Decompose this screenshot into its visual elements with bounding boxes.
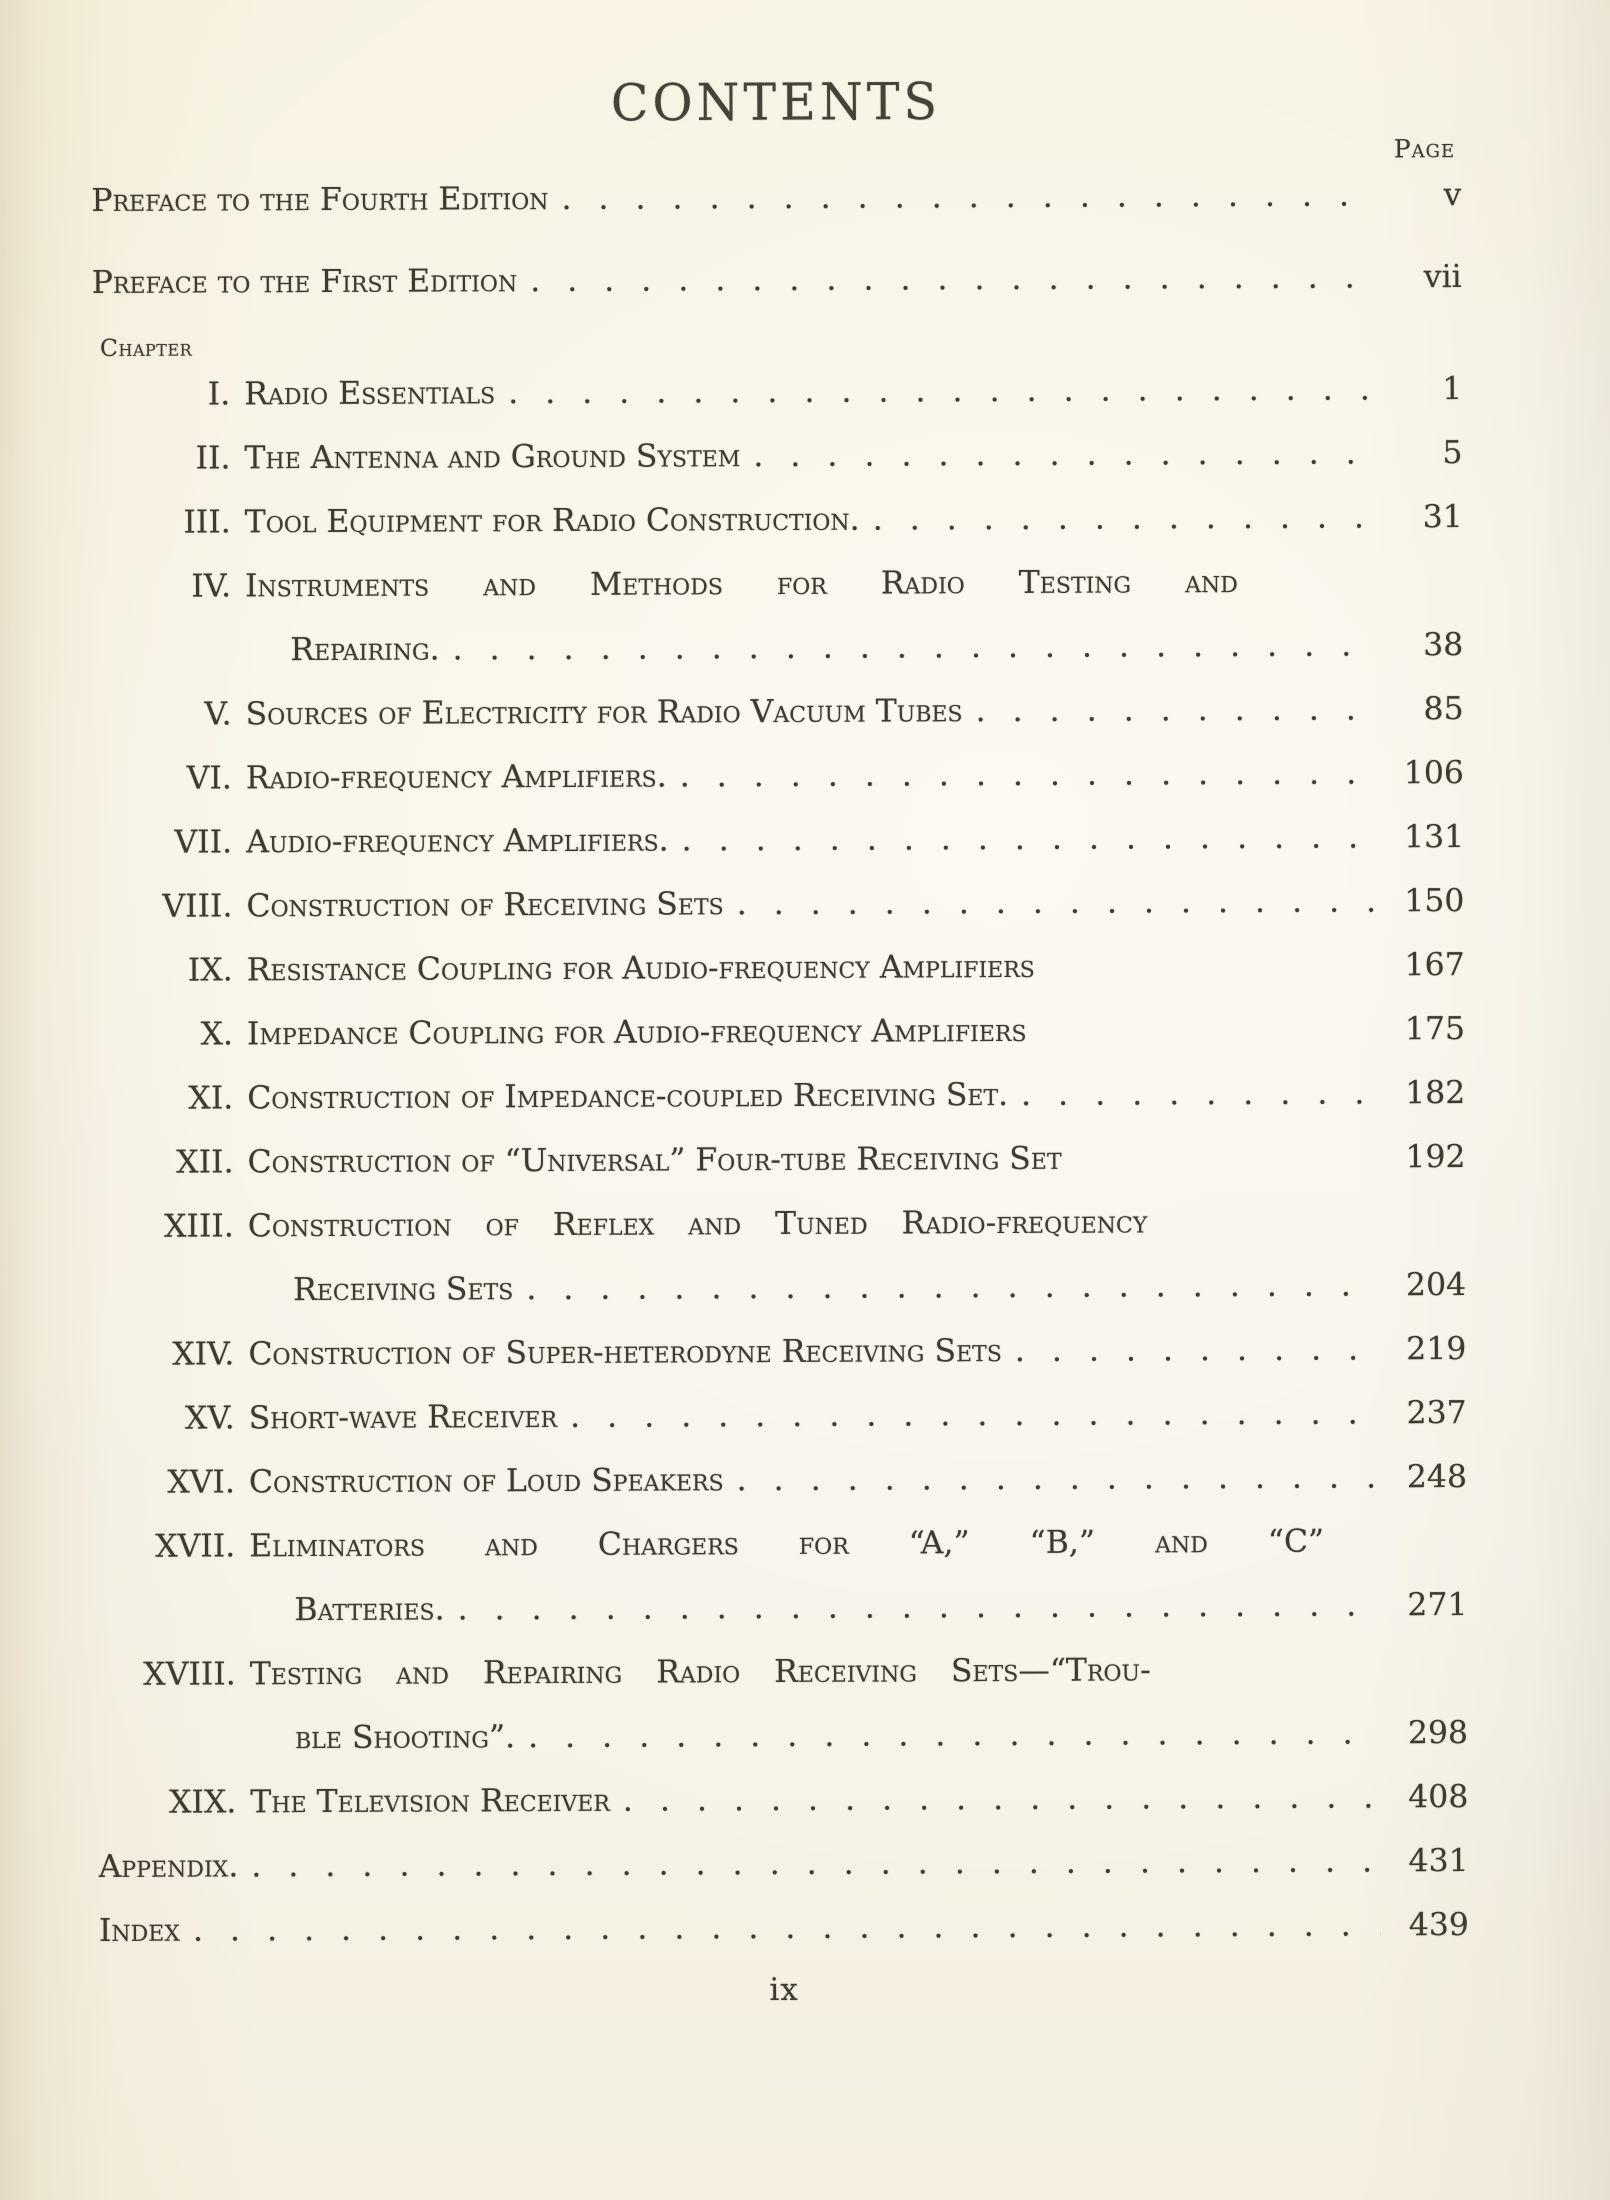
page-number: 175	[1404, 1011, 1466, 1048]
chapter-numeral: VIII.	[162, 888, 233, 925]
dot-leader	[669, 805, 1377, 872]
entry-title: Eliminators and Chargers for “A,” “B,” and “C”	[249, 1523, 1325, 1565]
page-number: 248	[1406, 1459, 1468, 1496]
toc-entry	[93, 485, 1463, 555]
chapter-numeral: XII.	[176, 1144, 234, 1181]
toc-entry-continuation	[93, 613, 1463, 683]
dot-leader	[1008, 1061, 1377, 1127]
dot-leader	[557, 1381, 1379, 1449]
page-number: v	[1443, 177, 1462, 214]
chapter-numeral: I.	[207, 376, 231, 413]
toc-entry	[94, 741, 1464, 811]
page-number: 150	[1404, 883, 1465, 920]
numeral-spacer	[96, 1300, 248, 1301]
toc-entry-index	[99, 1893, 1469, 1963]
toc-entry	[92, 421, 1462, 491]
toc-entry	[92, 357, 1462, 427]
dot-leader	[724, 869, 1377, 936]
page-number: 131	[1403, 819, 1465, 856]
page-number: 182	[1405, 1075, 1466, 1112]
dot-leader	[610, 1765, 1381, 1832]
chapter-numeral: XVI.	[167, 1464, 236, 1501]
chapter-column-label: Chapter	[99, 333, 193, 362]
entry-title: Testing and Repairing Radio Receiving Sets—“Trou-	[249, 1652, 1151, 1693]
toc-entry	[96, 1189, 1466, 1259]
page-number: 192	[1405, 1139, 1466, 1176]
entry-title: Audio-frequency Amplifiers.	[246, 822, 669, 861]
entry-title: Preface to the First Edition	[91, 263, 518, 301]
dot-leader	[740, 421, 1374, 488]
page-number: 431	[1408, 1843, 1469, 1880]
toc-entry	[97, 1445, 1467, 1515]
chapter-numeral: XIV.	[172, 1336, 235, 1373]
entry-title: Construction of Impedance-coupled Receiving Set.	[247, 1077, 1009, 1117]
numeral-spacer	[98, 1620, 250, 1621]
page-number: 439	[1408, 1907, 1469, 1944]
entry-title: Construction of “Universal” Four-tube Receiving Set	[247, 1140, 1062, 1181]
toc-entry	[94, 805, 1464, 875]
chapter-numeral: X.	[200, 1016, 234, 1053]
chapter-numeral: XIX.	[168, 1784, 237, 1821]
entry-title-continuation: ble Shooting”.	[294, 1719, 516, 1757]
entry-title: Construction of Loud Speakers	[248, 1462, 724, 1501]
dot-leader	[515, 1701, 1380, 1769]
page-number: 167	[1404, 947, 1465, 984]
page-number: 85	[1423, 691, 1464, 728]
entry-title: Short-wave Receiver	[248, 1398, 558, 1437]
entry-title: Impedance Coupling for Audio-frequency Amplifiers	[246, 1012, 1027, 1053]
page-number: 1	[1442, 371, 1463, 408]
entry-title: Construction of Super-heterodyne Receiving Sets	[248, 1333, 1002, 1373]
chapter-numeral: V.	[204, 696, 232, 733]
dot-leader	[444, 1573, 1379, 1641]
chapter-numeral: XV.	[184, 1400, 235, 1437]
entry-title: Construction of Receiving Sets	[246, 886, 724, 925]
chapter-numeral: IV.	[191, 568, 232, 605]
dot-leader	[439, 613, 1375, 681]
dot-leader	[1002, 1317, 1379, 1383]
page-number: 38	[1423, 627, 1464, 664]
page-number: 271	[1407, 1587, 1468, 1624]
toc-entry	[96, 1317, 1466, 1387]
toc-entry	[98, 1637, 1468, 1707]
numeral-spacer	[98, 1748, 250, 1749]
entry-title: Radio-frequency Amplifiers.	[245, 758, 667, 797]
toc-entry-continuation	[98, 1701, 1468, 1771]
chapter-numeral: VI.	[186, 760, 232, 797]
page-number: 408	[1408, 1779, 1469, 1816]
toc-entry	[95, 1061, 1465, 1131]
page-number: 31	[1422, 499, 1463, 536]
page-title: CONTENTS	[610, 72, 942, 133]
entry-title: Construction of Reflex and Tuned Radio-frequency	[247, 1204, 1148, 1245]
dot-leader	[1035, 975, 1377, 976]
footer-page-number: ix	[769, 1971, 799, 2009]
page-number: 237	[1406, 1395, 1467, 1432]
toc-entry	[94, 869, 1464, 939]
entry-title: Appendix.	[98, 1848, 239, 1885]
page-number: vii	[1423, 259, 1462, 296]
page-number: 204	[1405, 1267, 1467, 1304]
toc-entry-continuation	[96, 1253, 1466, 1323]
dot-leader	[513, 1253, 1378, 1321]
numeral-spacer	[93, 660, 245, 661]
entry-title-continuation: Batteries.	[294, 1591, 445, 1629]
dot-leader	[548, 163, 1373, 231]
toc-entry	[97, 1509, 1467, 1579]
chapter-numeral: XVIII.	[143, 1656, 236, 1693]
entry-title: Index	[98, 1912, 181, 1949]
chapter-numeral: XI.	[188, 1080, 234, 1117]
entry-title-continuation: Receiving Sets	[293, 1271, 514, 1309]
entry-title: Preface to the Fourth Edition	[91, 181, 549, 219]
dot-leader	[517, 245, 1374, 313]
table-of-contents	[91, 55, 1469, 2011]
page-number: 298	[1407, 1715, 1469, 1752]
chapter-numeral: VII.	[174, 824, 233, 861]
entry-title-continuation: Repairing.	[290, 631, 440, 669]
toc-entry	[95, 1125, 1465, 1195]
dot-leader	[723, 1445, 1379, 1512]
toc-entry	[93, 549, 1463, 619]
entry-title: Tool Equipment for Radio Construction.	[244, 501, 860, 541]
dot-leader	[495, 357, 1374, 425]
toc-entry	[97, 1381, 1467, 1451]
chapter-numeral: IX.	[187, 952, 233, 989]
dot-leader	[962, 677, 1375, 743]
page-number: 106	[1403, 755, 1464, 792]
toc-entry	[95, 997, 1465, 1067]
dot-leader	[1027, 1039, 1378, 1041]
dot-leader	[1062, 1167, 1378, 1168]
entry-title: The Television Receiver	[250, 1782, 610, 1821]
entry-title: Resistance Coupling for Audio-frequency Amplifiers	[246, 948, 1035, 989]
dot-leader	[238, 1829, 1381, 1898]
toc-entry-preface-fourth	[91, 163, 1461, 233]
toc-entry-appendix	[98, 1829, 1468, 1899]
page-column-label: Page	[1393, 134, 1456, 164]
toc-entry-preface-first	[92, 245, 1462, 315]
dot-leader	[860, 485, 1375, 551]
chapter-numeral: XVII.	[155, 1528, 236, 1565]
dot-leader	[180, 1893, 1381, 1962]
entry-title: Radio Essentials	[244, 375, 496, 413]
chapter-numeral: XIII.	[163, 1208, 234, 1245]
dot-leader	[667, 741, 1376, 808]
toc-entry	[98, 1765, 1468, 1835]
chapter-numeral: III.	[183, 504, 231, 541]
entry-title: Sources of Electricity for Radio Vacuum Tubes	[245, 693, 963, 733]
page-number: 5	[1442, 435, 1463, 472]
toc-entry-continuation	[97, 1573, 1467, 1643]
page-number: 219	[1406, 1331, 1467, 1368]
toc-entry	[93, 677, 1463, 747]
entry-title: The Antenna and Ground System	[244, 438, 741, 477]
toc-entry	[95, 933, 1465, 1003]
entry-title: Instruments and Methods for Radio Testing and	[244, 563, 1238, 605]
chapter-numeral: II.	[195, 440, 231, 477]
